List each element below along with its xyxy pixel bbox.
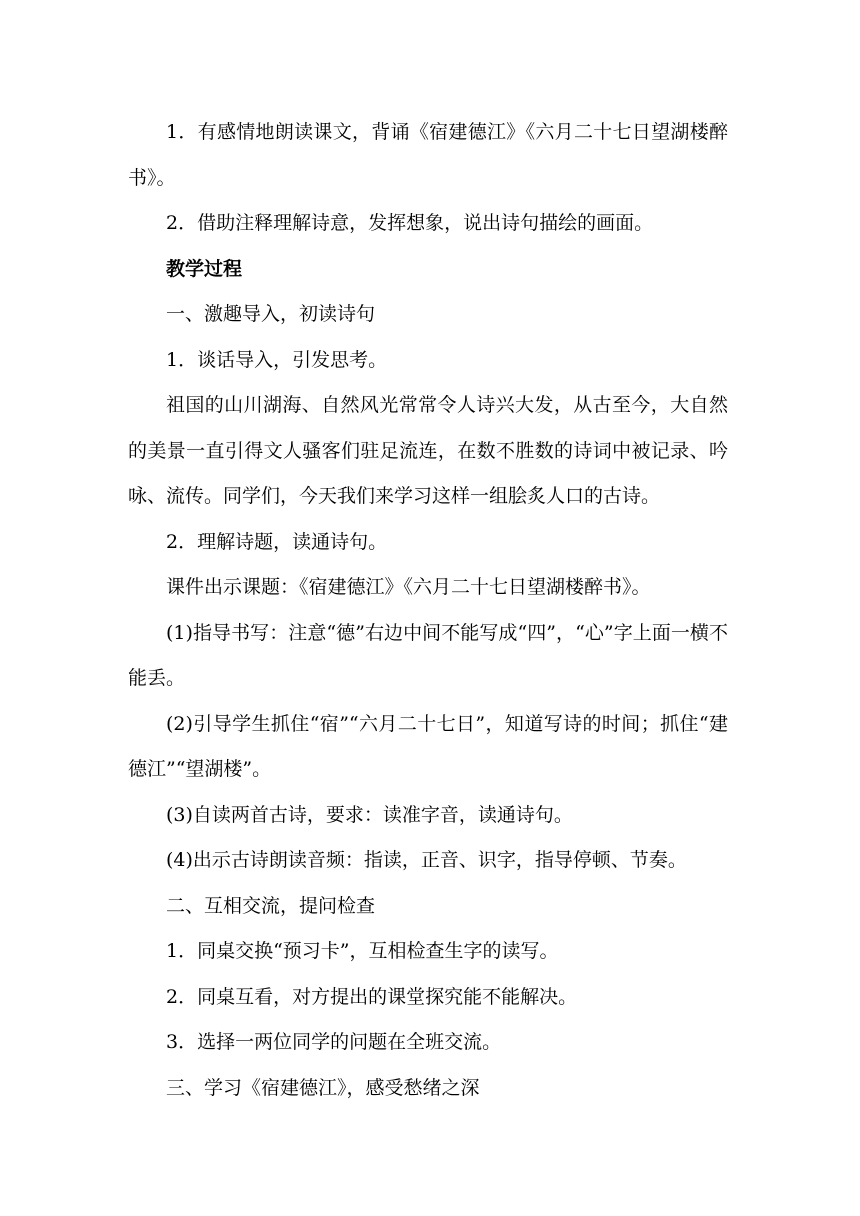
step-heading-1: 一、激趣导入，初读诗句 — [166, 303, 376, 325]
sub-item-4: (4)出示古诗朗读音频：指读，正音、识字，指导停顿、节奏。 — [166, 849, 687, 871]
step-2-item-2: 2．同桌互看，对方提出的课堂探究能不能解决。 — [166, 985, 578, 1008]
sub-item-1: (1)指导书写：注意“德”右边中间不能写成“四”，“心”字上面一横不能丢。 — [128, 621, 728, 689]
step-heading-3: 三、学习《宿建德江》，感受愁绪之深 — [166, 1076, 480, 1099]
step-2-item-1: 1．同桌交换“预习卡”，互相检查生字的读写。 — [166, 940, 559, 962]
objective-1: 1．有感情地朗读课文，背诵《宿建德江》《六月二十七日望湖楼醉书》。 — [128, 121, 728, 189]
step-1-item-2: 2．理解诗题，读通诗句。 — [166, 530, 388, 553]
step-1-item-1: 1．谈话导入，引发思考。 — [166, 348, 388, 371]
document-body — [128, 110, 728, 1111]
step-heading-2: 二、互相交流，提问检查 — [166, 894, 376, 917]
sub-item-3: (3)自读两首古诗，要求：读准字音，读通诗句。 — [166, 803, 573, 826]
sub-item-2: (2)引导学生抓住“宿”“六月二十七日”，知道写诗的时间；抓住“建德江”“望湖楼”。 — [128, 712, 728, 780]
intro-paragraph: 祖国的山川湖海、自然风光常常令人诗兴大发，从古至今，大自然的美景一直引得文人骚客们驻足流连，在数不胜数的诗词中被记录、吟咏、流传。同学们，今天我们来学习这样一组脍炙人口的古诗。 — [128, 394, 728, 507]
section-heading-teaching-process: 教学过程 — [166, 257, 243, 280]
step-2-item-3: 3．选择一两位同学的问题在全班交流。 — [166, 1031, 502, 1053]
objective-2: 2．借助注释理解诗意，发挥想象，说出诗句描绘的画面。 — [166, 212, 654, 234]
courseware-title-line: 课件出示课题：《宿建德江》《六月二十七日望湖楼醉书》。 — [166, 576, 651, 598]
